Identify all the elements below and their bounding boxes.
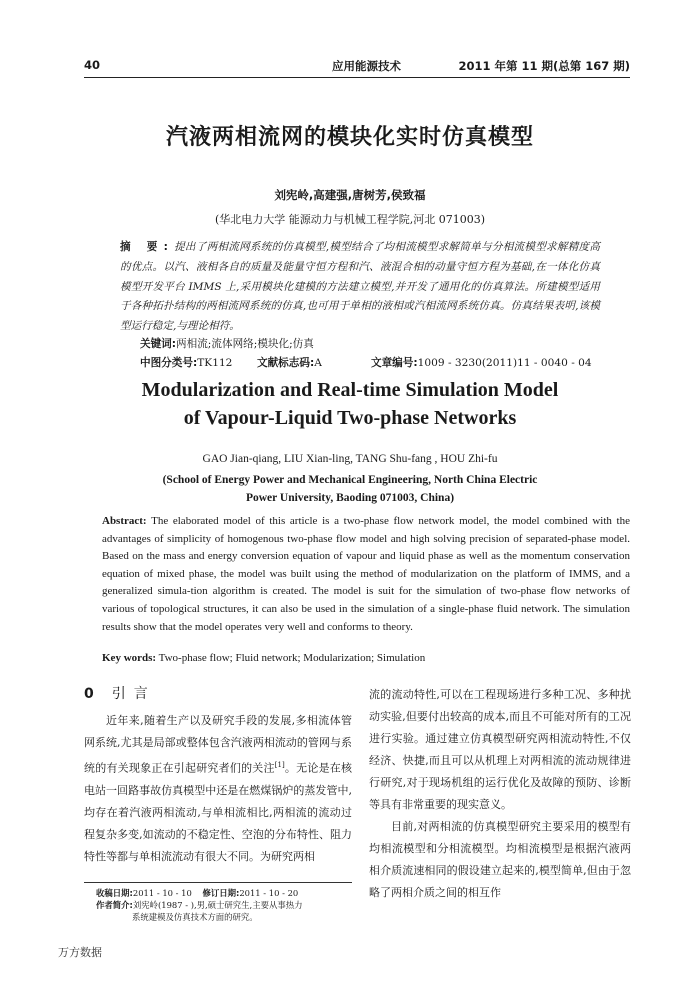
header-rule bbox=[84, 77, 630, 78]
classification-line bbox=[140, 355, 600, 371]
received-date: 2011 - 10 - 10 bbox=[132, 888, 192, 898]
section-heading-introduction bbox=[84, 683, 156, 703]
title-english-line1: Modularization and Real-time Simulation Model bbox=[141, 379, 559, 401]
body-column-right bbox=[369, 684, 631, 904]
revised-date: 2011 - 10 - 20 bbox=[239, 888, 299, 898]
journal-name: 应用能源技术 bbox=[332, 59, 401, 73]
affiliation-english-line2: Power University, Baoding 071003, China) bbox=[245, 492, 455, 504]
paragraph-text: 近年来,随着生产以及研究手段的发展,多相流体管网系统,尤其是局部或整体包含汽液两相流动的管网与系统的有关现象正在引起研究者们的关注 bbox=[84, 714, 352, 775]
author-bio-text: 刘宪岭(1987 - ),男,硕士研究生,主要从事热力 bbox=[132, 900, 303, 910]
abstract-english-label: Abstract: bbox=[102, 515, 147, 527]
keywords-english-label: Key words: bbox=[102, 652, 157, 664]
body-column-left bbox=[84, 710, 352, 868]
article-number bbox=[371, 355, 592, 370]
keywords-english-text: Two-phase flow; Fluid network; Modularization; Simulation bbox=[158, 652, 426, 664]
title-english-line2: of Vapour-Liquid Two-phase Networks bbox=[183, 407, 517, 429]
paragraph-text-continued: 。无论是在核电站一回路事故仿真模型中还是在燃煤锅炉的蒸发管中,均存在着汽液两相流动,与单相流相比,两相流的流动过程复杂多变,如流动的不稳定性、空泡的分布特性、阻力特性等都与单相流流动有很大不同。为研究两相 bbox=[84, 761, 353, 863]
paragraph bbox=[84, 710, 352, 868]
footnote-author bbox=[96, 899, 352, 923]
article-number-value: 1009 - 3230(2011)11 - 0040 - 04 bbox=[417, 357, 592, 369]
page-number: 40 bbox=[84, 58, 101, 72]
citation-ref: [1] bbox=[274, 761, 285, 769]
section-number: 0 bbox=[84, 686, 94, 702]
received-label: 收稿日期: bbox=[96, 888, 133, 898]
clc-value: TK112 bbox=[197, 357, 233, 369]
document-code-label: 文献标志码: bbox=[257, 357, 315, 369]
running-header bbox=[84, 56, 630, 78]
paragraph: 流的流动特性,可以在工程现场进行多种工况、多种扰动实验,但要付出较高的成本,而且不可能对所有的工况进行实验。通过建立仿真模型研究两相流动特性,不仅经济、快捷,而且可以从机理上对两相流的流动规律进行研究,对于现场机组的运行优化及故障的预防、诊断等具有非常重要的现实意义。 bbox=[369, 688, 631, 811]
keywords-chinese bbox=[140, 336, 600, 352]
clc-number bbox=[140, 355, 232, 370]
paragraph: 目前,对两相流的仿真模型研究主要采用的模型有均相流模型和分相流模型。均相流模型是根据汽液两相介质流速相同的假设建立起来的,模型简单,但由于忽略了两相介质之间的相互作 bbox=[369, 820, 631, 899]
section-title: 引言 bbox=[111, 686, 156, 702]
footnote bbox=[96, 887, 352, 923]
abstract-chinese bbox=[120, 238, 600, 337]
watermark: 万方数据 bbox=[58, 946, 102, 959]
article-number-label: 文章编号: bbox=[371, 357, 418, 369]
revised-label: 修订日期: bbox=[202, 888, 240, 898]
affiliation-chinese: (华北电力大学 能源动力与机械工程学院,河北 071003) bbox=[214, 213, 486, 226]
affiliation-english-line1: (School of Energy Power and Mechanical Engineering, North China Electric bbox=[162, 474, 538, 486]
document-code-value: A bbox=[314, 357, 322, 369]
affiliation-english bbox=[0, 471, 700, 507]
abstract-english bbox=[102, 513, 630, 636]
keywords-chinese-text: 两相流;流体网络;模块化;仿真 bbox=[176, 338, 314, 350]
authors-english: GAO Jian-qiang, LIU Xian-ling, TANG Shu-fang , HOU Zhi-fu bbox=[202, 453, 498, 465]
author-bio-text-continued: 系统建模及仿真技术方面的研究。 bbox=[132, 912, 258, 922]
authors-chinese: 刘宪岭,高建强,唐树芳,侯致福 bbox=[274, 188, 426, 202]
keywords-english bbox=[102, 650, 630, 666]
abstract-chinese-text: 提出了两相流网系统的仿真模型,模型结合了均相流模型求解简单与分相流模型求解精度高的优点。以汽、液相各自的质量及能量守恒方程和汽、液混合相的动量守恒方程为基础,在一体化仿真模型开发平台 IMMS 上,采用模块化建模的方法建立模型,并开发了通用化的仿真算法。所建模型适用于各种拓扑结构的两相流网系统的仿真,也可用于单相的液相或汽相流网系统仿真。仿真结果表明,该模型运行稳定,与理论相符。 bbox=[120, 241, 600, 333]
author-bio-label: 作者简介: bbox=[96, 900, 133, 910]
clc-label: 中图分类号: bbox=[140, 357, 198, 369]
abstract-english-text: The elaborated model of this article is a two-phase flow network model, the model combined with the advantages of simplicity of homogenous two-phase flow model and high solving precision of separated-phase model. Based on the mass and energy conversion equation of vapour and liquid phase as well as the momentum conservation equation of mixed phase, the model was built using the method of modularization on the platform of IMMS, and a generalized simula-tion algorithm is created. The model is suit for the simulation of two-phase flow networks of various of topological structures, it can also be used in the simulation of a single-phase fluid network. The simulation results show that the model operates very well and conforms to theory. bbox=[102, 515, 630, 633]
title-chinese: 汽液两相流网的模块化实时仿真模型 bbox=[165, 124, 534, 150]
issue-info: 2011 年第 11 期(总第 167 期) bbox=[458, 59, 630, 73]
footnote-rule bbox=[84, 882, 352, 883]
keywords-chinese-label: 关键词: bbox=[140, 338, 177, 350]
abstract-chinese-label: 摘 要: bbox=[120, 241, 174, 253]
document-code bbox=[257, 355, 322, 370]
footnote-dates bbox=[96, 887, 352, 899]
title-english bbox=[0, 376, 700, 432]
